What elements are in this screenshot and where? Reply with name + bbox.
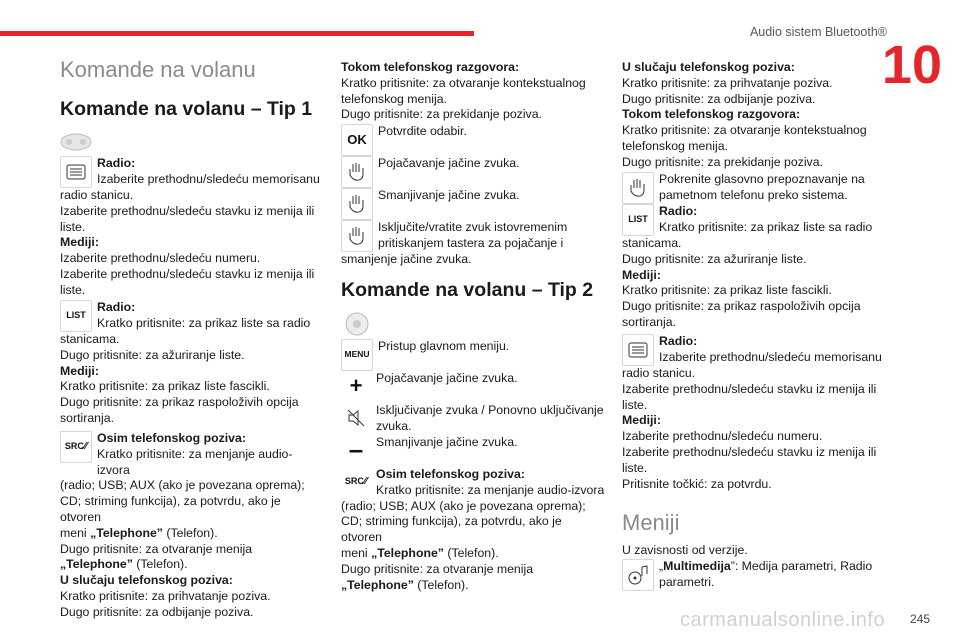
text: Izaberite prethodnu/sledeću memorisanu [659, 349, 882, 364]
text: Izaberite prethodnu/sledeću numeru. [622, 429, 823, 444]
plus-icon: + [341, 371, 371, 401]
text-line [60, 526, 322, 542]
item-menu [341, 339, 509, 371]
text: Izaberite prethodnu/sledeću memorisanu [97, 171, 320, 186]
text: stanicama. [60, 332, 120, 346]
text-line [341, 578, 606, 594]
volume-down-icon [341, 188, 373, 220]
subtitle-tip1: Komande na volanu – Tip 1 [60, 98, 313, 120]
text: Kratko pritisnite: za prikaz liste sa radio [659, 219, 873, 234]
item-list [60, 300, 320, 427]
text: Dugo pritisnite: za odbijanje poziva. [622, 91, 816, 106]
label: U slučaju telefonskog poziva: [622, 60, 795, 74]
item-src [60, 431, 322, 621]
text: pametnom telefonu preko sistema. [659, 187, 848, 202]
text: Pojačavanje jačine zvuka. [376, 371, 518, 385]
text: telefonskog menija. [341, 91, 447, 106]
text: stanicama. [622, 236, 682, 250]
text: Potvrdite odabir. [378, 124, 467, 138]
text: Dugo pritisnite: za prikaz raspoloživih opcija [60, 395, 299, 410]
telephone-term: „Telephone” [371, 545, 444, 560]
section-title: Komande na volanu [60, 57, 256, 82]
telephone-term: „Telephone” [90, 525, 163, 540]
text: (Telefon). [443, 545, 499, 560]
text: CD; striming funkcija), za potvrdu, ako je otvoren [60, 494, 281, 524]
text: meni [341, 545, 372, 560]
minus-icon: – [341, 435, 371, 465]
multimedia-icon [622, 559, 654, 591]
src-phone-icon: SRC ⁄⁄ [60, 431, 92, 463]
text: CD; striming funkcija), za potvrdu, ako je otvoren [341, 514, 562, 545]
text: liste. [622, 460, 648, 475]
menus-block [622, 543, 887, 591]
item-mute2 [341, 403, 604, 435]
text: sortiranja. [60, 410, 114, 425]
text: Kratko pritisnite: za prikaz liste fascikli. [60, 379, 270, 394]
text: Pokrenite glasovno prepoznavanje na [659, 172, 865, 186]
subtitle-tip2: Komande na volanu – Tip 2 [341, 279, 594, 301]
text: Izaberite prethodnu/sledeću stavku iz menija ili [622, 381, 877, 396]
thumbwheel-icon [60, 156, 92, 188]
text: (Telefon). [162, 525, 218, 540]
item-minus [341, 435, 518, 465]
text-line [659, 559, 872, 575]
text: Kratko pritisnite: za prihvatanje poziva. [622, 75, 833, 90]
text: Kratko pritisnite: za menjanje audio-izvora [97, 446, 293, 477]
text: Izaberite prethodnu/sledeću numeru. [60, 251, 261, 266]
text: telefonskog menija. [622, 138, 728, 153]
item-vol-down [341, 188, 520, 220]
text: Kratko pritisnite: za prikaz liste sa radio [97, 315, 311, 330]
text: radio stanicu. [622, 366, 696, 380]
text: Izaberite prethodnu/sledeću stavku iz menija ili [622, 444, 877, 459]
ok-icon: OK [341, 124, 373, 156]
label: Radio: [659, 334, 698, 348]
item-radio-wheel [60, 156, 320, 299]
text: Izaberite prethodnu/sledeću stavku iz menija ili [60, 266, 315, 281]
text: Dugo pritisnite: za otvaranje menija [341, 561, 534, 576]
call-block [341, 60, 606, 123]
text: Isključivanje zvuka / Ponovno uključivanje [376, 403, 604, 417]
list-icon: LIST [60, 300, 92, 332]
src-icon-text: SRC [344, 476, 364, 487]
text: Kratko pritisnite: za menjanje audio-izvora [376, 482, 605, 497]
text: Kratko pritisnite: za prikaz liste fascikli. [622, 283, 832, 298]
chapter-title: Audio sistem Bluetooth® [749, 25, 887, 39]
text: radio stanicu. [60, 188, 134, 202]
text: Dugo pritisnite: za prekidanje poziva. [341, 107, 542, 122]
label: U slučaju telefonskog poziva: [60, 573, 233, 588]
text: Dugo pritisnite: za otvaranje menija [60, 541, 253, 556]
text: Smanjivanje jačine zvuka. [376, 435, 518, 449]
text: Pojačavanje jačine zvuka. [378, 156, 520, 170]
text: Pristup glavnom meniju. [378, 339, 510, 353]
menu-icon: MENU [341, 339, 373, 371]
text-line [60, 557, 322, 573]
item-plus [341, 371, 518, 401]
text: liste. [622, 397, 648, 412]
multimedia-term: Multimedija [663, 558, 731, 573]
text: meni [60, 525, 91, 540]
label: Mediji: [60, 363, 99, 378]
text: (radio; USB; AUX (ako je povezana oprema); [341, 498, 586, 513]
telephone-term: „Telephone” [341, 577, 414, 592]
text: U zavisnosti od verzije. [622, 543, 748, 557]
item-ok [341, 124, 467, 156]
item-list [622, 204, 887, 331]
item-vol-up [341, 156, 520, 188]
header-accent-bar [0, 31, 474, 36]
text: pritiskanjem tastera za pojačanje i [378, 235, 564, 250]
steering-wheel-tip2-icon [341, 312, 373, 341]
voice-recognition-icon [622, 172, 654, 204]
label: Radio: [659, 204, 698, 218]
list-icon: LIST [622, 204, 654, 236]
page-number: 245 [909, 612, 930, 626]
text: Dugo pritisnite: za prikaz raspoloživih opcija [622, 299, 861, 314]
text: Pritisnite točkić: za potvrdu. [622, 476, 772, 491]
telephone-term: „Telephone” [60, 557, 133, 572]
text: Dugo pritisnite: za odbijanje poziva. [60, 604, 254, 619]
mute-press-icon [341, 220, 373, 252]
text: Kratko pritisnite: za otvaranje kontekstualnog [622, 123, 867, 138]
volume-up-icon [341, 156, 373, 188]
src-icon-text: SRC [64, 441, 84, 452]
call-block [622, 60, 887, 171]
label: Mediji: [622, 413, 661, 428]
text: Kratko pritisnite: za prihvatanje poziva. [60, 588, 271, 603]
label: Tokom telefonskog razgovora: [622, 107, 801, 122]
src-phone-icon: SRC ⁄⁄ [341, 467, 371, 497]
label: Radio: [97, 300, 136, 314]
text: liste. [60, 219, 86, 234]
label: Mediji: [622, 267, 661, 282]
text: (Telefon). [413, 577, 469, 592]
text: Dugo pritisnite: za prekidanje poziva. [622, 154, 823, 169]
text: zvuka. [376, 418, 412, 433]
text: Kratko pritisnite: za otvaranje kontekstualnog [341, 75, 586, 90]
steering-wheel-tip1-icon [60, 132, 92, 157]
menus-title: Meniji [622, 510, 680, 535]
text: liste. [60, 282, 86, 297]
label: Radio: [97, 156, 136, 170]
text: sortiranja. [622, 314, 676, 329]
text: Dugo pritisnite: za ažuriranje liste. [622, 251, 807, 266]
text: Isključite/vratite zvuk istovremenim [378, 220, 568, 234]
text: parametri. [659, 574, 715, 589]
text: Izaberite prethodnu/sledeću stavku iz menija ili [60, 203, 315, 218]
label: Osim telefonskog poziva: [376, 467, 525, 481]
text: Smanjivanje jačine zvuka. [378, 188, 520, 202]
label: Osim telefonskog poziva: [97, 431, 246, 445]
text-line [341, 546, 606, 562]
text: ”: Medija parametri, Radio [730, 558, 873, 573]
text: (Telefon). [132, 557, 188, 572]
item-src2 [341, 467, 606, 593]
label: Tokom telefonskog razgovora: [341, 60, 520, 74]
chapter-number: 10 [881, 35, 942, 95]
text: (radio; USB; AUX (ako je povezana oprema); [60, 478, 305, 493]
item-mute [341, 220, 606, 268]
text: Dugo pritisnite: za ažuriranje liste. [60, 347, 245, 362]
item-voice [622, 172, 865, 204]
text: smanjenje jačine zvuka. [341, 252, 472, 266]
text: „ [659, 558, 664, 573]
label: Mediji: [60, 235, 99, 250]
watermark: carmanualsonline.info [680, 609, 886, 631]
mute-speaker-icon [341, 403, 371, 433]
thumbwheel-icon [622, 334, 654, 366]
item-thumbwheel [622, 334, 887, 492]
